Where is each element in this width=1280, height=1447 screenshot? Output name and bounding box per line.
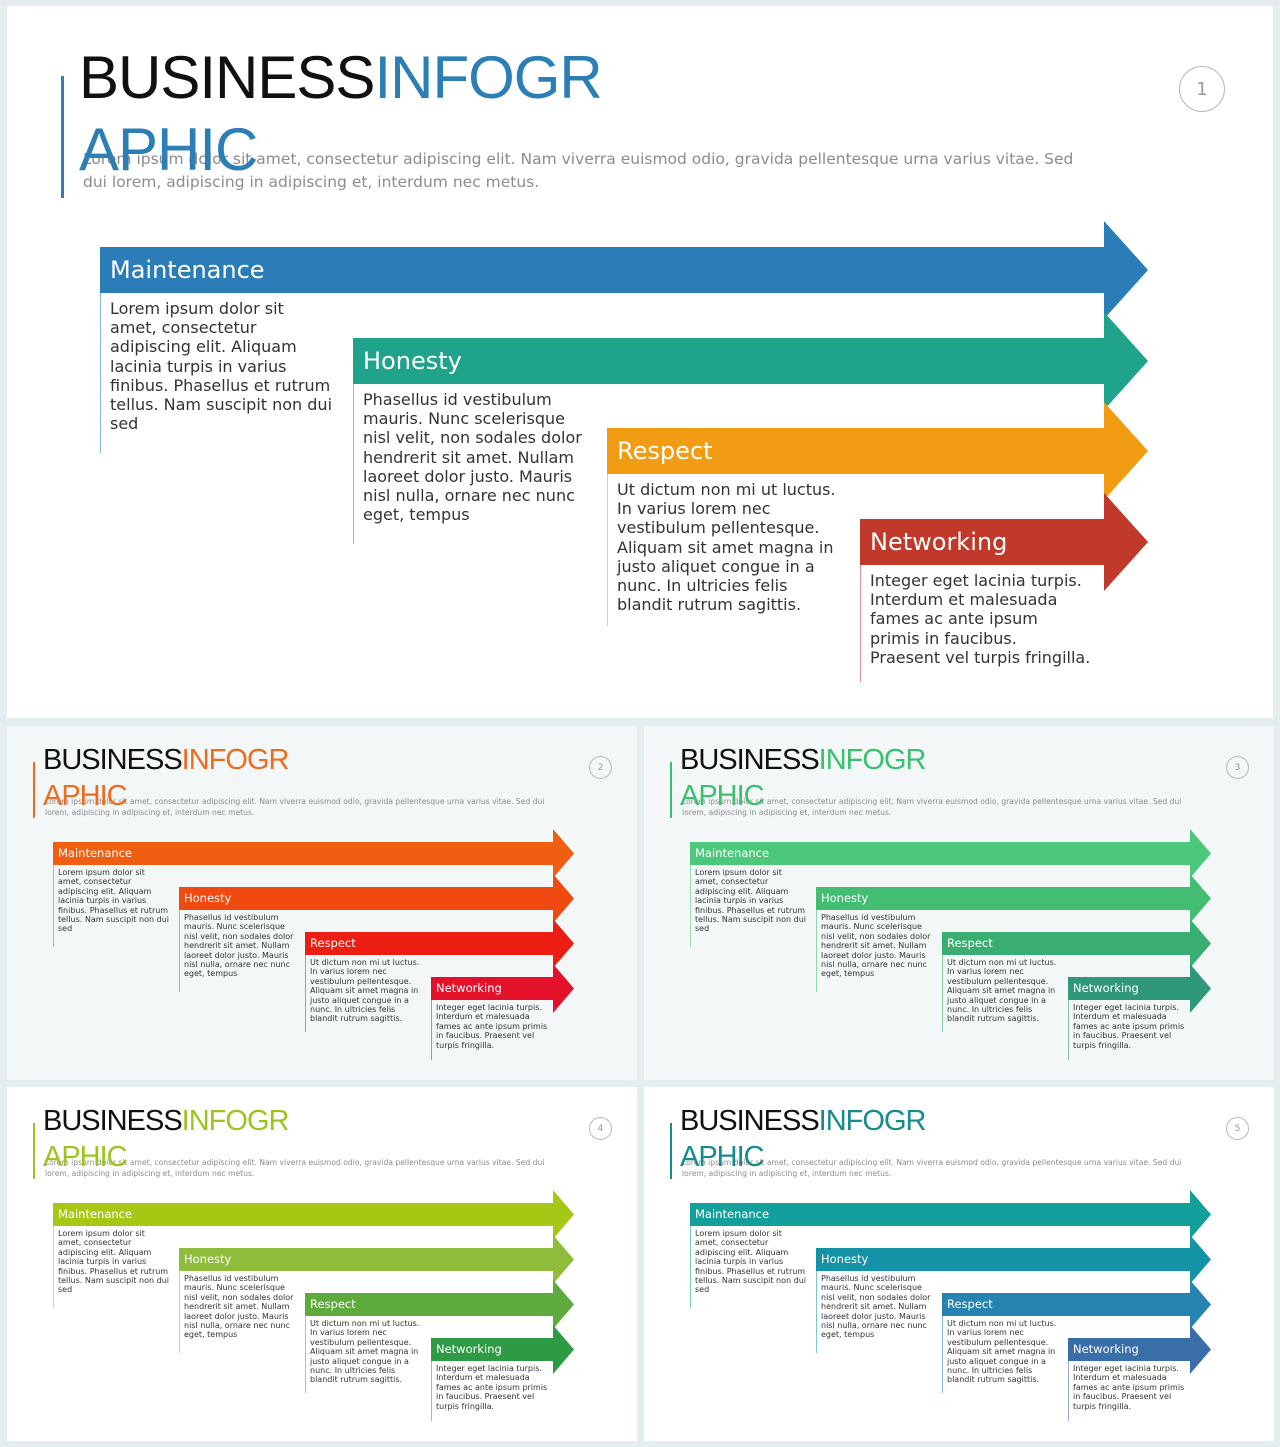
page-number-badge: 3 bbox=[1226, 756, 1249, 779]
page-number-badge: 4 bbox=[589, 1117, 612, 1140]
step-divider bbox=[690, 865, 691, 947]
step-divider bbox=[53, 865, 54, 947]
step-divider bbox=[860, 565, 861, 682]
step-label: Respect bbox=[617, 437, 713, 465]
step-description: Phasellus id vestibulum mauris. Nunc scelerisque nisl velit, non sodales dolor hendrerit sit amet. Nullam laoreet dolor justo. Mauris nisl nulla, ornare nec nunc eget, tempus bbox=[363, 390, 582, 525]
step-divider bbox=[1068, 1000, 1069, 1060]
title-part-1: BUSINESS bbox=[43, 744, 182, 776]
page-number-badge: 2 bbox=[589, 756, 612, 779]
title-line-2: APHIC bbox=[680, 1141, 764, 1173]
title-part-1: BUSINESS bbox=[79, 44, 375, 111]
step-divider bbox=[179, 910, 180, 992]
slide-2[interactable] bbox=[7, 726, 637, 1080]
step-description: Lorem ipsum dolor sit amet, consectetur adipiscing elit. Aliquam lacinia turpis in varius finibus. Phasellus et rutrum tellus. Nam suscipit non dui sed bbox=[58, 868, 170, 934]
step-description: Phasellus id vestibulum mauris. Nunc scelerisque nisl velit, non sodales dolor hendrerit sit amet. Nullam laoreet dolor justo. Mauris nisl nulla, ornare nec nunc eget, tempus bbox=[184, 913, 294, 979]
step-divider bbox=[607, 474, 608, 626]
title-accent-bar bbox=[33, 1123, 35, 1179]
step-label: Respect bbox=[947, 1297, 993, 1311]
step-divider bbox=[353, 384, 354, 544]
step-label: Respect bbox=[947, 936, 993, 950]
step-label: Respect bbox=[310, 1297, 356, 1311]
title-accent-bar bbox=[33, 762, 35, 818]
slide-title bbox=[680, 1103, 925, 1139]
step-description: Integer eget lacinia turpis. Interdum et malesuada fames ac ante ipsum primis in faucibus. Praesent vel turpis fringilla. bbox=[870, 571, 1091, 667]
step-description: Ut dictum non mi ut luctus. In varius lorem nec vestibulum pellentesque. Aliquam sit amet magna in justo aliquet congue in a nunc. In ultricies felis blandit rutrum sagittis. bbox=[947, 958, 1057, 1024]
slide-4[interactable] bbox=[7, 1087, 637, 1441]
step-description: Integer eget lacinia turpis. Interdum et malesuada fames ac ante ipsum primis in faucibus. Praesent vel turpis fringilla. bbox=[436, 1364, 548, 1411]
slide-5[interactable] bbox=[644, 1087, 1274, 1441]
title-line-2: APHIC bbox=[79, 116, 258, 183]
title-accent-bar bbox=[61, 76, 64, 198]
step-divider bbox=[179, 1271, 180, 1353]
step-label: Networking bbox=[1073, 981, 1139, 995]
step-description: Lorem ipsum dolor sit amet, consectetur adipiscing elit. Aliquam lacinia turpis in varius finibus. Phasellus et rutrum tellus. Nam suscipit non dui sed bbox=[695, 868, 807, 934]
title-part-2: INFOGR bbox=[181, 1105, 289, 1137]
slide-1[interactable] bbox=[7, 6, 1273, 718]
step-description: Ut dictum non mi ut luctus. In varius lorem nec vestibulum pellentesque. Aliquam sit amet magna in justo aliquet congue in a nunc. In ultricies felis blandit rutrum sagittis. bbox=[947, 1319, 1057, 1385]
step-description: Phasellus id vestibulum mauris. Nunc scelerisque nisl velit, non sodales dolor hendrerit sit amet. Nullam laoreet dolor justo. Mauris nisl nulla, ornare nec nunc eget, tempus bbox=[821, 1274, 931, 1340]
step-description: Lorem ipsum dolor sit amet, consectetur adipiscing elit. Aliquam lacinia turpis in varius finibus. Phasellus et rutrum tellus. Nam suscipit non dui sed bbox=[58, 1229, 170, 1295]
title-line-2: APHIC bbox=[680, 780, 764, 812]
title-part-2: INFOGR bbox=[181, 744, 289, 776]
step-description: Integer eget lacinia turpis. Interdum et malesuada fames ac ante ipsum primis in faucibus. Praesent vel turpis fringilla. bbox=[1073, 1003, 1185, 1050]
step-description: Integer eget lacinia turpis. Interdum et malesuada fames ac ante ipsum primis in faucibus. Praesent vel turpis fringilla. bbox=[1073, 1364, 1185, 1411]
title-part-1: BUSINESS bbox=[43, 1105, 182, 1137]
step-description: Phasellus id vestibulum mauris. Nunc scelerisque nisl velit, non sodales dolor hendrerit sit amet. Nullam laoreet dolor justo. Mauris nisl nulla, ornare nec nunc eget, tempus bbox=[184, 1274, 294, 1340]
step-divider bbox=[305, 1316, 306, 1393]
step-divider bbox=[816, 910, 817, 992]
step-description: Phasellus id vestibulum mauris. Nunc scelerisque nisl velit, non sodales dolor hendrerit sit amet. Nullam laoreet dolor justo. Mauris nisl nulla, ornare nec nunc eget, tempus bbox=[821, 913, 931, 979]
step-label: Honesty bbox=[184, 1252, 232, 1266]
step-divider bbox=[305, 955, 306, 1032]
title-line-2: APHIC bbox=[43, 780, 127, 812]
slide-title bbox=[79, 40, 602, 116]
step-description: Lorem ipsum dolor sit amet, consectetur adipiscing elit. Aliquam lacinia turpis in varius finibus. Phasellus et rutrum tellus. Nam suscipit non dui sed bbox=[110, 299, 333, 434]
step-divider bbox=[431, 1000, 432, 1060]
slide-subtitle: Lorem ipsum dolor sit amet, consectetur adipiscing elit. Nam viverra euismod odio, gravida pellentesque urna varius vitae. Sed dui lorem, adipiscing in adipiscing et, interdum nec metus. bbox=[83, 150, 1074, 191]
step-label: Honesty bbox=[821, 891, 869, 905]
page-number-badge: 1 bbox=[1179, 66, 1225, 112]
title-part-2: INFOGR bbox=[818, 744, 926, 776]
title-accent-bar bbox=[670, 1123, 672, 1179]
title-line-2: APHIC bbox=[43, 1141, 127, 1173]
slide-title bbox=[680, 742, 925, 778]
title-part-1: BUSINESS bbox=[680, 744, 819, 776]
step-divider bbox=[942, 955, 943, 1032]
step-label: Maintenance bbox=[58, 846, 133, 860]
step-description: Ut dictum non mi ut luctus. In varius lorem nec vestibulum pellentesque. Aliquam sit amet magna in justo aliquet congue in a nunc. In ultricies felis blandit rutrum sagittis. bbox=[310, 1319, 420, 1385]
step-divider bbox=[942, 1316, 943, 1393]
step-label: Networking bbox=[436, 1342, 502, 1356]
title-part-1: BUSINESS bbox=[680, 1105, 819, 1137]
step-label: Maintenance bbox=[58, 1207, 133, 1221]
title-part-2: INFOGR bbox=[374, 44, 602, 111]
page-number-badge: 5 bbox=[1226, 1117, 1249, 1140]
step-description: Integer eget lacinia turpis. Interdum et malesuada fames ac ante ipsum primis in faucibus. Praesent vel turpis fringilla. bbox=[436, 1003, 548, 1050]
step-divider bbox=[816, 1271, 817, 1353]
slide-subtitle: Lorem ipsum dolor sit amet, consectetur adipiscing elit. Nam viverra euismod odio, gravida pellentesque urna varius vitae. Sed dui lorem, adipiscing in adipiscing et, interdum nec metus. bbox=[45, 1158, 545, 1178]
slide-subtitle: Lorem ipsum dolor sit amet, consectetur adipiscing elit. Nam viverra euismod odio, gravida pellentesque urna varius vitae. Sed dui lorem, adipiscing in adipiscing et, interdum nec metus. bbox=[45, 797, 545, 817]
step-label: Maintenance bbox=[110, 256, 265, 284]
step-description: Ut dictum non mi ut luctus. In varius lorem nec vestibulum pellentesque. Aliquam sit amet magna in justo aliquet congue in a nunc. In ultricies felis blandit rutrum sagittis. bbox=[617, 480, 836, 615]
step-label: Respect bbox=[310, 936, 356, 950]
step-label: Honesty bbox=[821, 1252, 869, 1266]
step-divider bbox=[431, 1361, 432, 1421]
step-label: Networking bbox=[436, 981, 502, 995]
step-description: Lorem ipsum dolor sit amet, consectetur adipiscing elit. Aliquam lacinia turpis in varius finibus. Phasellus et rutrum tellus. Nam suscipit non dui sed bbox=[695, 1229, 807, 1295]
title-accent-bar bbox=[670, 762, 672, 818]
slide-3[interactable] bbox=[644, 726, 1274, 1080]
step-label: Networking bbox=[1073, 1342, 1139, 1356]
title-part-2: INFOGR bbox=[818, 1105, 926, 1137]
slide-title bbox=[43, 1103, 288, 1139]
step-divider bbox=[1068, 1361, 1069, 1421]
step-description: Ut dictum non mi ut luctus. In varius lorem nec vestibulum pellentesque. Aliquam sit amet magna in justo aliquet congue in a nunc. In ultricies felis blandit rutrum sagittis. bbox=[310, 958, 420, 1024]
step-label: Honesty bbox=[363, 347, 462, 375]
slide-subtitle: Lorem ipsum dolor sit amet, consectetur adipiscing elit. Nam viverra euismod odio, gravida pellentesque urna varius vitae. Sed dui lorem, adipiscing in adipiscing et, interdum nec metus. bbox=[682, 1158, 1182, 1178]
step-divider bbox=[100, 293, 101, 453]
step-label: Networking bbox=[870, 528, 1008, 556]
slide-title bbox=[43, 742, 288, 778]
step-divider bbox=[690, 1226, 691, 1308]
step-label: Honesty bbox=[184, 891, 232, 905]
step-divider bbox=[53, 1226, 54, 1308]
step-label: Maintenance bbox=[695, 846, 770, 860]
step-label: Maintenance bbox=[695, 1207, 770, 1221]
slide-subtitle: Lorem ipsum dolor sit amet, consectetur adipiscing elit. Nam viverra euismod odio, gravida pellentesque urna varius vitae. Sed dui lorem, adipiscing in adipiscing et, interdum nec metus. bbox=[682, 797, 1182, 817]
